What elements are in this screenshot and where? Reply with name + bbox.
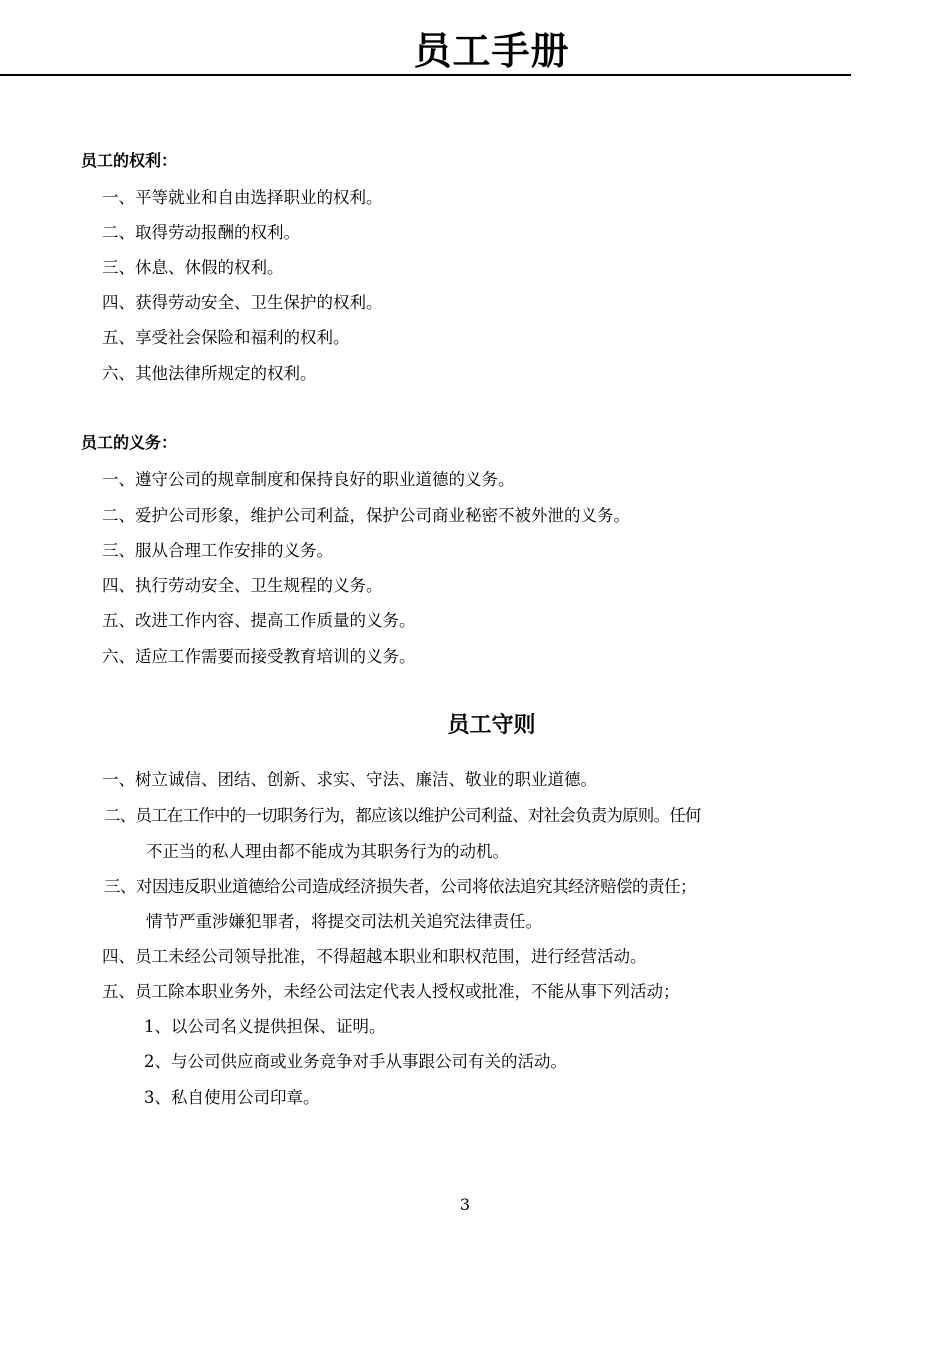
page-number: 3 xyxy=(459,1195,471,1214)
duties-item-6: 六、适应工作需要而接受教育培训的义务。 xyxy=(102,647,416,666)
rights-item-6: 六、其他法律所规定的权利。 xyxy=(102,364,317,383)
rules-item-1: 一、树立诚信、团结、创新、求实、守法、廉洁、敬业的职业道德。 xyxy=(102,770,597,789)
document-header-title: 员工手册 xyxy=(413,29,570,73)
rights-heading: 员工的权利： xyxy=(81,151,178,170)
rules-item-2-line-2: 不正当的私人理由都不能成为其职务行为的动机。 xyxy=(146,842,509,861)
duties-heading: 员工的义务： xyxy=(81,433,178,452)
rights-item-3: 三、休息、休假的权利。 xyxy=(102,258,284,277)
duties-item-3: 三、服从合理工作安排的义务。 xyxy=(102,541,333,560)
rules-item-5-sub-3: 3、私自使用公司印章。 xyxy=(144,1088,320,1107)
rules-item-3-line-1: 三、对因违反职业道德给公司造成经济损失者，公司将依法追究其经济赔偿的责任； xyxy=(104,877,696,896)
rights-item-5: 五、享受社会保险和福利的权利。 xyxy=(102,328,350,347)
header-divider xyxy=(0,74,851,76)
rights-item-1: 一、平等就业和自由选择职业的权利。 xyxy=(102,188,383,207)
duties-item-5: 五、改进工作内容、提高工作质量的义务。 xyxy=(102,611,416,630)
rules-item-5-sub-2: 2、与公司供应商或业务竞争对手从事跟公司有关的活动。 xyxy=(144,1052,567,1071)
rules-item-4: 四、员工未经公司领导批准，不得超越本职业和职权范围，进行经营活动。 xyxy=(102,947,647,966)
duties-item-4: 四、执行劳动安全、卫生规程的义务。 xyxy=(102,576,383,595)
rights-item-4: 四、获得劳动安全、卫生保护的权利。 xyxy=(102,293,383,312)
rules-item-5-sub-1: 1、以公司名义提供担保、证明。 xyxy=(144,1017,386,1036)
rules-title: 员工守则 xyxy=(447,713,536,738)
rules-item-2-line-1: 二、员工在工作中的一切职务行为，都应该以维护公司利益、对社会负责为原则。任何 xyxy=(104,806,701,825)
rights-item-2: 二、取得劳动报酬的权利。 xyxy=(102,223,300,242)
rules-item-5: 五、员工除本职业务外，未经公司法定代表人授权或批准，不能从事下列活动； xyxy=(102,982,680,1001)
duties-item-1: 一、遵守公司的规章制度和保持良好的职业道德的义务。 xyxy=(102,470,515,489)
duties-item-2: 二、爱护公司形象，维护公司利益，保护公司商业秘密不被外泄的义务。 xyxy=(102,506,630,525)
rules-item-3-line-2: 情节严重涉嫌犯罪者，将提交司法机关追究法律责任。 xyxy=(146,912,542,931)
